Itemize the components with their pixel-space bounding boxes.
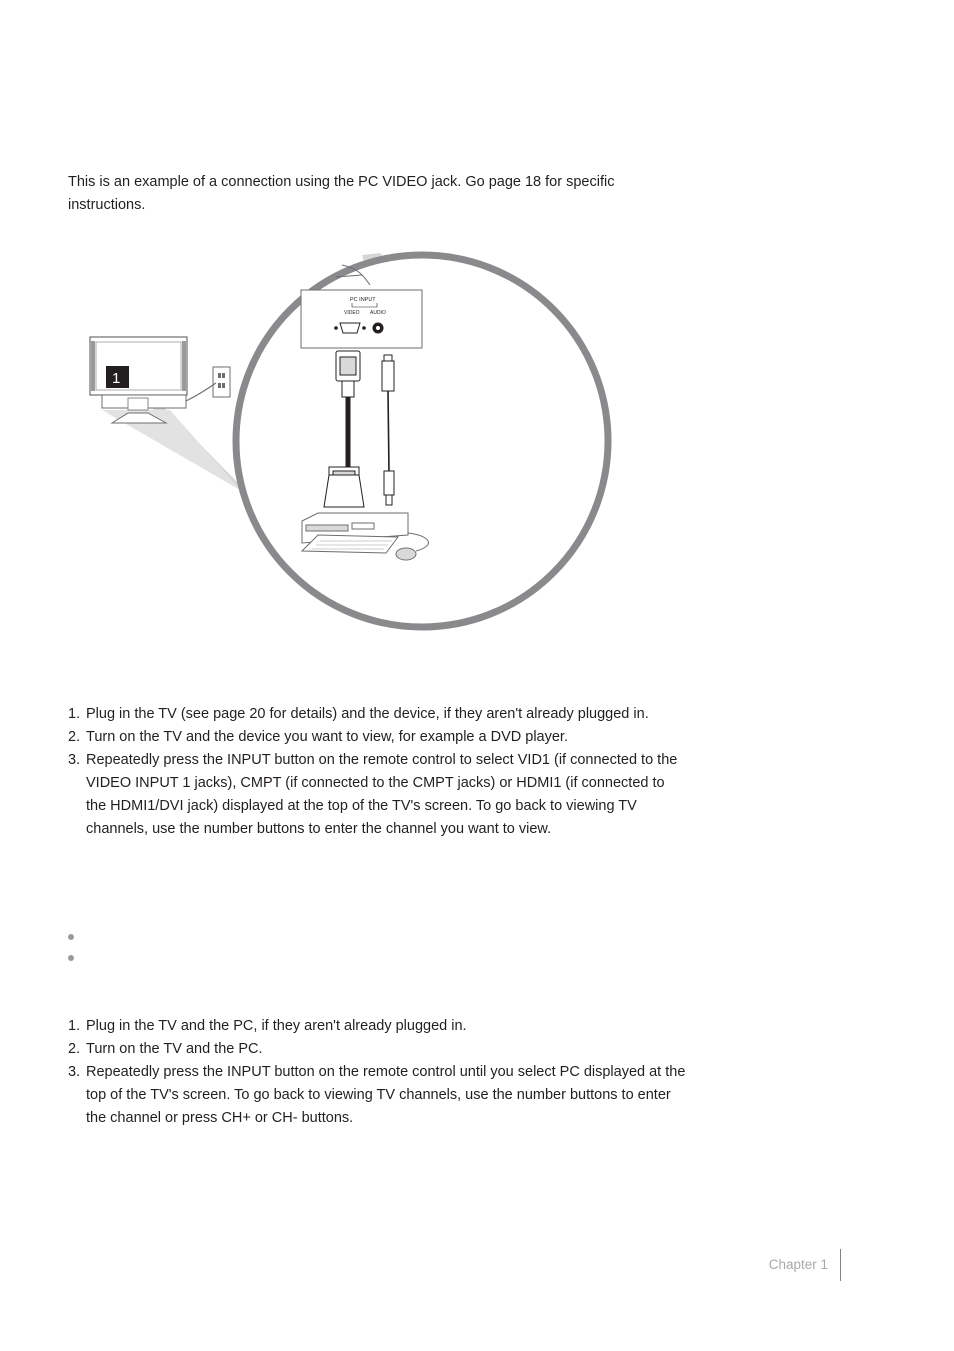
power-outlet-icon [186,367,230,401]
list-item: 2. Turn on the TV and the PC. [68,1041,263,1057]
list-item: 1. Plug in the TV (see page 20 for details) and the device, if they aren't already plugged in. [68,706,649,722]
list-item: 1. Plug in the TV and the PC, if they aren't already plugged in. [68,1018,467,1034]
list-item: 2. Turn on the TV and the device you want to view, for example a DVD player. [68,729,568,745]
footer-divider [840,1249,841,1281]
pc-steps-list [68,1015,688,1130]
audio-jack-icon [373,323,384,334]
video-jack-label: VIDEO [344,310,360,316]
pc-input-title: PC INPUT [350,297,376,303]
step-badge: 1 [112,370,121,387]
bullet-dot [68,955,74,961]
connection-steps-list [68,703,688,841]
list-item: 3. Repeatedly press the INPUT button on the remote control to select VID1 (if connected to the VIDEO INPUT 1 jacks), CMPT (if connected to the CMPT jacks) or HDMI1 (if connected to the HDMI1/DVI jack) displayed at the top of the TV's screen. To go back to viewing TV channels, use the number buttons to enter the channel you want to view. [68,752,678,837]
audio-jack-label: AUDIO [370,310,386,316]
intro-paragraph: This is an example of a connection using the PC VIDEO jack. Go page 18 for specific instructions. [68,174,615,213]
chapter-label: Chapter 1 [768,1257,828,1272]
connection-diagram [80,245,640,640]
bullet-dot [68,934,74,940]
list-item: 3. Repeatedly press the INPUT button on the remote control until you select PC displayed at the top of the TV's screen. To go back to viewing TV channels, use the number buttons to enter the channel or press CH+ or CH- buttons. [68,1064,686,1126]
